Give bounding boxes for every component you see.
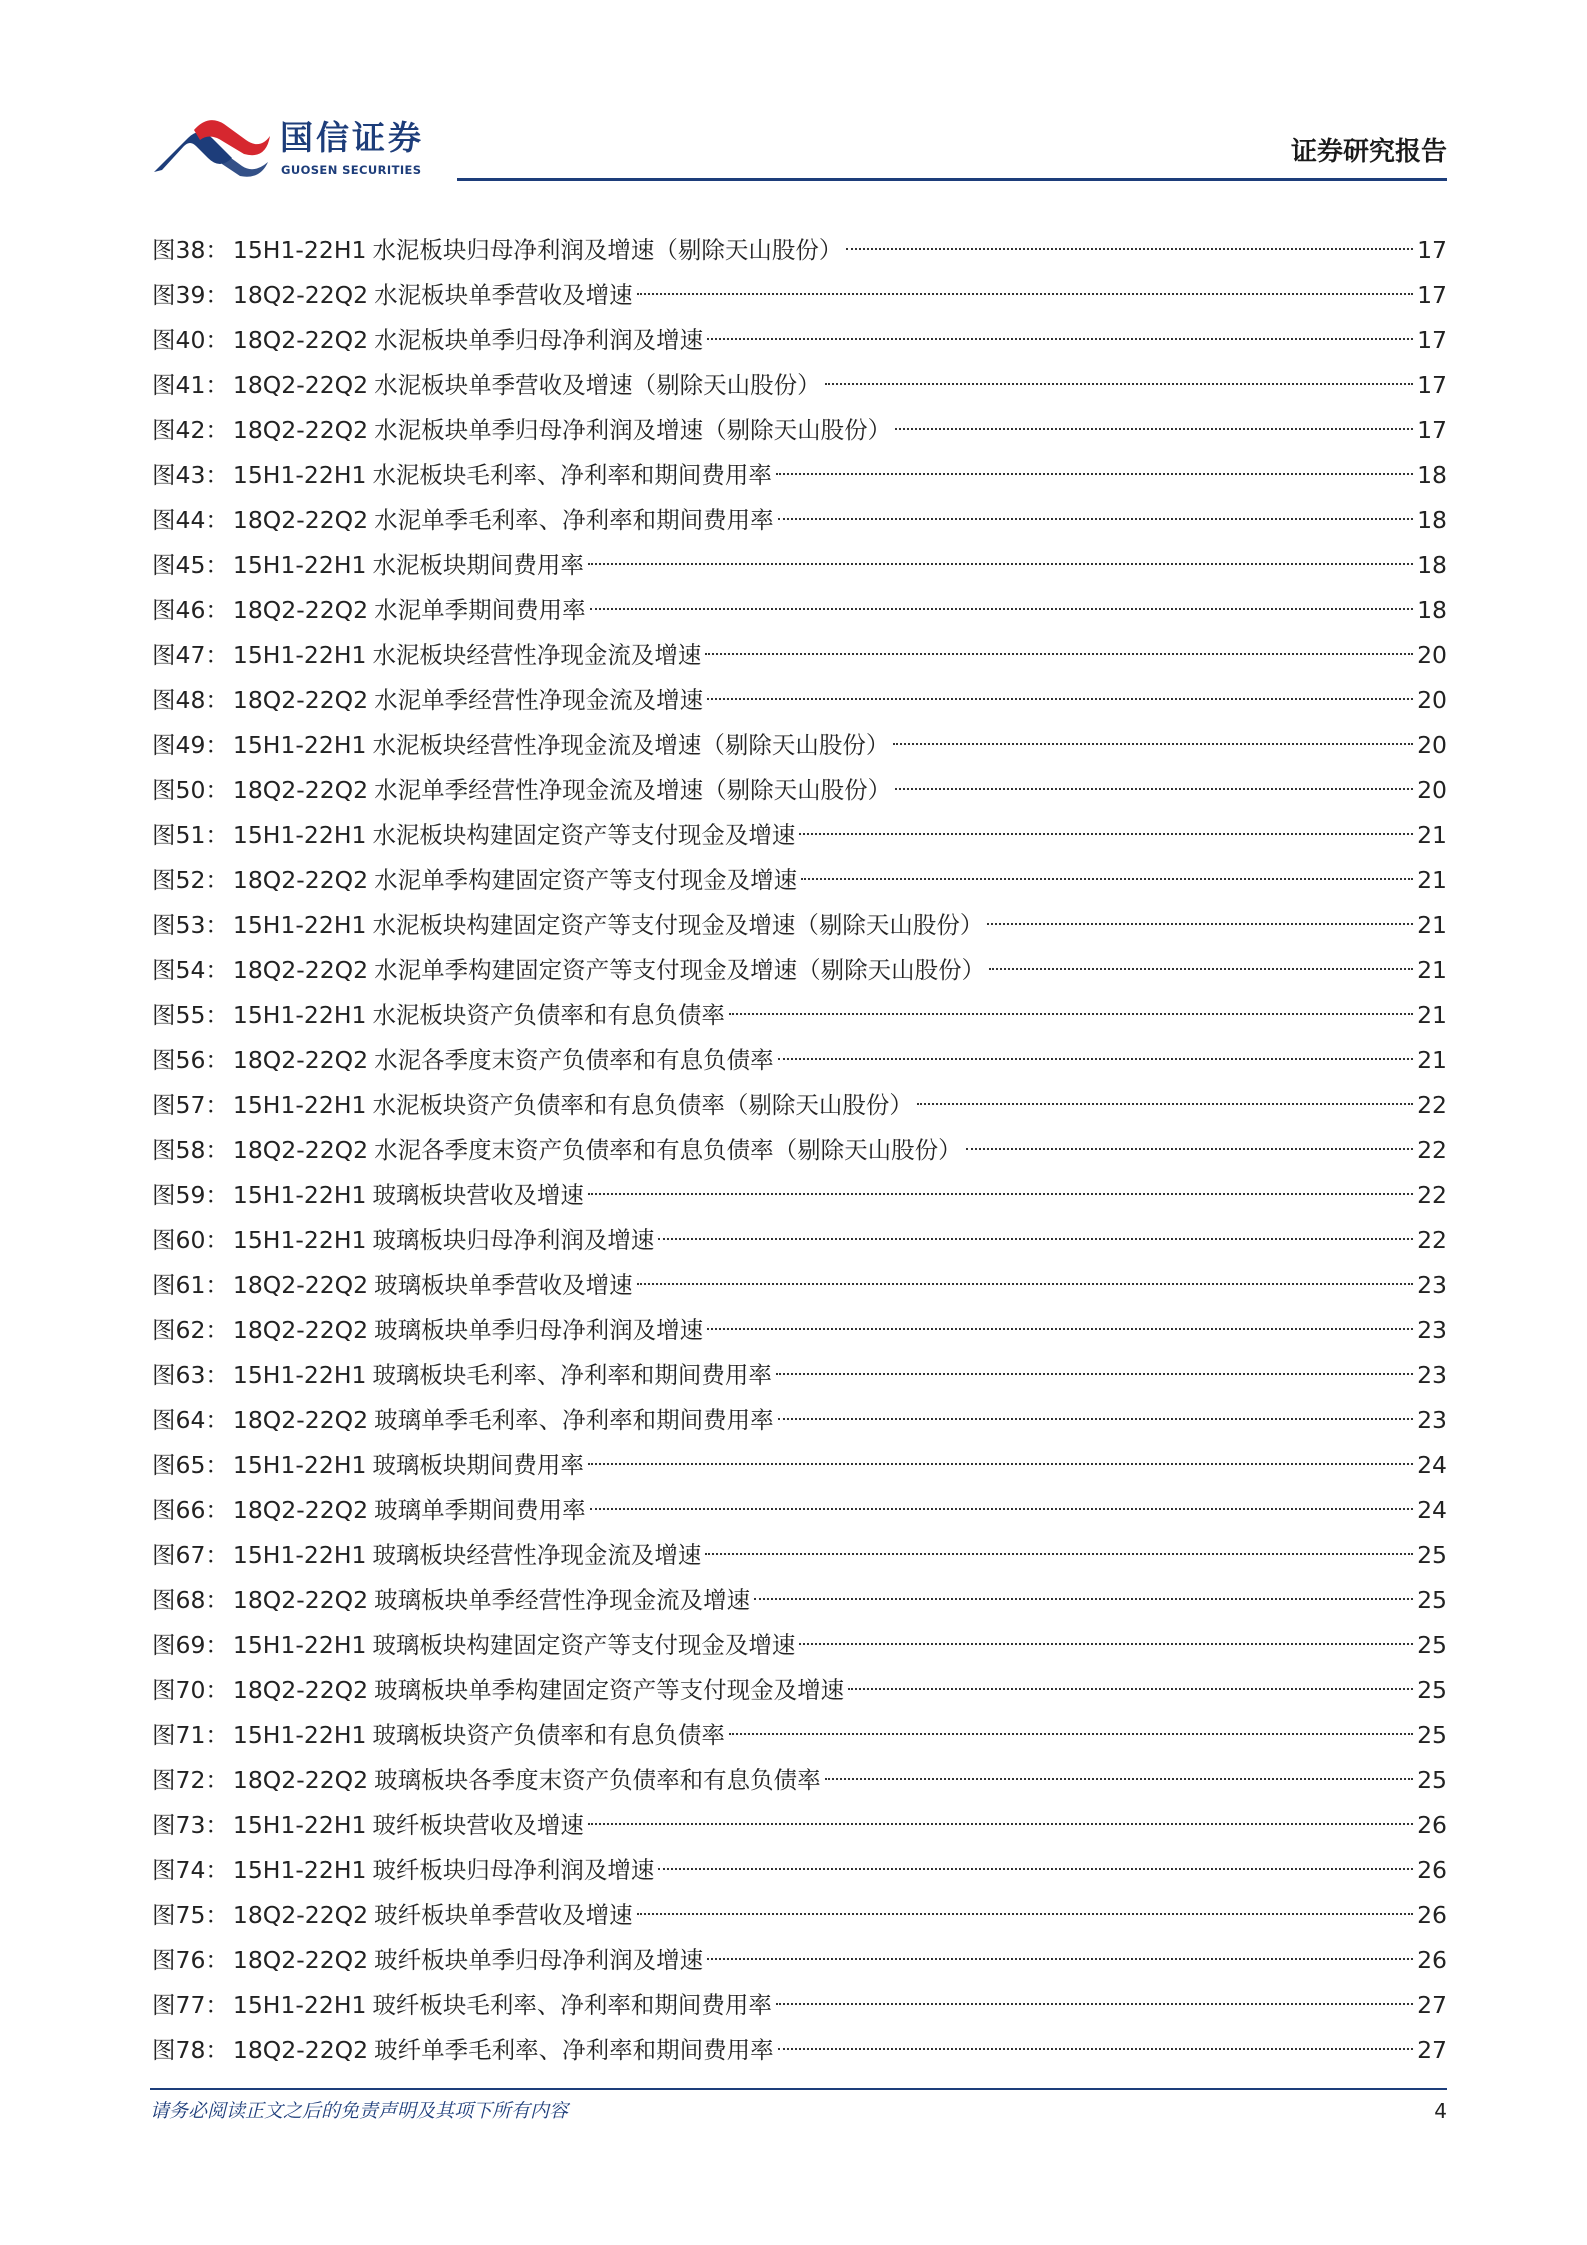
toc-leader-dots (707, 338, 1413, 340)
toc-leader-dots (778, 1418, 1414, 1420)
guosen-logo (150, 108, 440, 183)
toc-entry-label: 图42： (152, 416, 229, 444)
toc-entry-text (152, 498, 774, 543)
toc-entry-title: 玻璃板块资产负债率和有息负债率 (372, 1721, 725, 1749)
toc-leader-dots (987, 923, 1413, 925)
toc-entry-label: 图47： (152, 641, 229, 669)
toc-entry-text (152, 1038, 774, 1083)
toc-entry-period: 15H1-22H1 (232, 641, 367, 669)
toc-entry-label: 图73： (152, 1811, 229, 1839)
toc-entry-period: 15H1-22H1 (232, 821, 367, 849)
toc-entry-page: 22 (1417, 1091, 1447, 1119)
toc-leader-dots (707, 1328, 1413, 1330)
toc-entry-label: 图71： (152, 1721, 229, 1749)
toc-entry-period: 15H1-22H1 (232, 1181, 367, 1209)
toc-entry-page: 17 (1417, 281, 1447, 309)
toc-entry-period: 15H1-22H1 (232, 551, 367, 579)
toc-entry-period: 15H1-22H1 (232, 1091, 367, 1119)
toc-entry-page: 24 (1417, 1451, 1447, 1479)
toc-entry-label: 图58： (152, 1136, 229, 1164)
toc-entry-text (152, 273, 633, 318)
toc-entry-label: 图54： (152, 956, 229, 984)
toc-entry[interactable] (152, 1893, 1447, 1938)
toc-entry-page: 22 (1417, 1136, 1447, 1164)
toc-leader-dots (778, 518, 1414, 520)
toc-entry[interactable] (152, 1758, 1447, 1803)
toc-entry-page: 20 (1417, 686, 1447, 714)
toc-entry-label: 图40： (152, 326, 229, 354)
toc-entry-label: 图63： (152, 1361, 229, 1389)
toc-entry-text (152, 633, 701, 678)
toc-entry-page: 23 (1417, 1271, 1447, 1299)
toc-entry-page: 18 (1417, 506, 1447, 534)
toc-entry-text (152, 1623, 795, 1668)
toc-entry-period: 15H1-22H1 (232, 461, 367, 489)
toc-leader-dots (729, 1013, 1413, 1015)
toc-leader-dots (588, 1463, 1413, 1465)
toc-entry-label: 图69： (152, 1631, 229, 1659)
toc-leader-dots (588, 1193, 1413, 1195)
toc-leader-dots (590, 608, 1414, 610)
toc-entry-page: 17 (1417, 326, 1447, 354)
toc-entry-title: 玻纤板块单季营收及增速 (374, 1901, 633, 1929)
toc-leader-dots (989, 968, 1413, 970)
toc-entry-label: 图45： (152, 551, 229, 579)
toc-entry-text (152, 1803, 584, 1848)
toc-entry-title: 水泥板块单季归母净利润及增速（剔除天山股份） (374, 416, 892, 444)
toc-leader-dots (776, 1373, 1413, 1375)
toc-entry-title: 水泥板块经营性净现金流及增速 (372, 641, 702, 669)
toc-leader-dots (658, 1868, 1413, 1870)
toc-entry[interactable] (152, 1938, 1447, 1983)
toc-entry[interactable] (152, 1308, 1447, 1353)
toc-leader-dots (705, 1553, 1413, 1555)
toc-entry-text (152, 1128, 962, 1173)
toc-entry-label: 图46： (152, 596, 229, 624)
toc-entry[interactable] (152, 948, 1447, 993)
table-of-figures (152, 228, 1447, 2073)
toc-entry-text (152, 588, 586, 633)
toc-entry-label: 图52： (152, 866, 229, 894)
toc-entry-page: 25 (1417, 1586, 1447, 1614)
toc-entry-title: 水泥板块构建固定资产等支付现金及增速 (372, 821, 796, 849)
toc-entry-text (152, 1938, 703, 1983)
toc-leader-dots (895, 788, 1413, 790)
toc-entry-label: 图77： (152, 1991, 229, 2019)
toc-entry-label: 图38： (152, 236, 229, 264)
toc-entry-label: 图56： (152, 1046, 229, 1074)
guosen-logo-icon (150, 110, 272, 182)
toc-entry[interactable] (152, 1218, 1447, 1263)
toc-entry-title: 玻璃板块期间费用率 (372, 1451, 584, 1479)
toc-entry-title: 玻璃单季期间费用率 (374, 1496, 586, 1524)
toc-entry[interactable] (152, 1713, 1447, 1758)
toc-entry-text (152, 1758, 821, 1803)
toc-entry[interactable] (152, 318, 1447, 363)
toc-entry-title: 玻璃板块经营性净现金流及增速 (372, 1541, 702, 1569)
toc-leader-dots (846, 248, 1413, 250)
toc-entry-period: 18Q2-22Q2 (232, 776, 369, 804)
toc-entry[interactable] (152, 1173, 1447, 1218)
toc-entry-text (152, 318, 703, 363)
toc-entry-period: 15H1-22H1 (232, 1811, 367, 1839)
toc-entry[interactable] (152, 1983, 1447, 2028)
toc-entry-period: 18Q2-22Q2 (232, 956, 369, 984)
toc-entry-title: 水泥板块单季营收及增速 (374, 281, 633, 309)
toc-entry-period: 18Q2-22Q2 (232, 1271, 369, 1299)
toc-entry-period: 15H1-22H1 (232, 731, 367, 759)
toc-entry-page: 26 (1417, 1901, 1447, 1929)
toc-entry[interactable] (152, 858, 1447, 903)
toc-entry-page: 21 (1417, 866, 1447, 894)
toc-entry-period: 15H1-22H1 (232, 1001, 367, 1029)
footer-divider (150, 2088, 1447, 2090)
toc-leader-dots (799, 833, 1413, 835)
toc-entry-page: 18 (1417, 551, 1447, 579)
toc-entry[interactable] (152, 1398, 1447, 1443)
toc-leader-dots (776, 2003, 1413, 2005)
toc-entry-period: 18Q2-22Q2 (232, 1316, 369, 1344)
toc-entry[interactable] (152, 723, 1447, 768)
toc-entry-page: 17 (1417, 236, 1447, 264)
toc-leader-dots (588, 563, 1413, 565)
toc-entry-title: 玻璃板块单季归母净利润及增速 (374, 1316, 704, 1344)
toc-entry-title: 水泥板块单季归母净利润及增速 (374, 326, 704, 354)
toc-leader-dots (707, 1958, 1413, 1960)
toc-entry[interactable] (152, 453, 1447, 498)
toc-entry-text (152, 1848, 654, 1893)
logo-english-name: GUOSEN SECURITIES (281, 163, 422, 177)
toc-entry-page: 21 (1417, 1046, 1447, 1074)
report-type-title: 证券研究报告 (1290, 137, 1447, 167)
toc-entry-label: 图65： (152, 1451, 229, 1479)
toc-entry-title: 玻纤单季毛利率、净利率和期间费用率 (374, 2036, 774, 2064)
toc-entry-title: 水泥单季构建固定资产等支付现金及增速 (374, 866, 798, 894)
toc-entry[interactable] (152, 543, 1447, 588)
toc-entry-text (152, 543, 584, 588)
toc-entry-page: 25 (1417, 1676, 1447, 1704)
toc-leader-dots (966, 1148, 1414, 1150)
toc-entry-title: 水泥单季期间费用率 (374, 596, 586, 624)
toc-entry-period: 18Q2-22Q2 (232, 1496, 369, 1524)
toc-leader-dots (637, 1913, 1414, 1915)
toc-entry-period: 18Q2-22Q2 (232, 506, 369, 534)
toc-entry-title: 水泥板块资产负债率和有息负债率 (372, 1001, 725, 1029)
toc-entry-title: 水泥板块单季营收及增速（剔除天山股份） (374, 371, 821, 399)
toc-entry-label: 图72： (152, 1766, 229, 1794)
toc-entry[interactable] (152, 363, 1447, 408)
toc-entry-page: 17 (1417, 416, 1447, 444)
toc-entry-text (152, 768, 891, 813)
toc-entry-title: 玻璃板块构建固定资产等支付现金及增速 (372, 1631, 796, 1659)
toc-entry[interactable] (152, 903, 1447, 948)
toc-entry-page: 25 (1417, 1721, 1447, 1749)
toc-entry-period: 18Q2-22Q2 (232, 596, 369, 624)
toc-entry-page: 17 (1417, 371, 1447, 399)
toc-entry[interactable] (152, 1488, 1447, 1533)
toc-entry[interactable] (152, 1038, 1447, 1083)
toc-entry[interactable] (152, 813, 1447, 858)
toc-entry-period: 15H1-22H1 (232, 911, 367, 939)
toc-entry-period: 18Q2-22Q2 (232, 866, 369, 894)
toc-entry-title: 玻纤板块归母净利润及增速 (372, 1856, 655, 1884)
toc-entry-label: 图74： (152, 1856, 229, 1884)
toc-leader-dots (776, 473, 1413, 475)
toc-entry-title: 玻璃板块单季经营性净现金流及增速 (374, 1586, 751, 1614)
toc-entry-page: 23 (1417, 1361, 1447, 1389)
toc-leader-dots (895, 428, 1413, 430)
toc-entry[interactable] (152, 2028, 1447, 2073)
toc-leader-dots (707, 698, 1413, 700)
toc-entry[interactable] (152, 1848, 1447, 1893)
toc-entry-period: 18Q2-22Q2 (232, 1406, 369, 1434)
toc-entry[interactable] (152, 1263, 1447, 1308)
toc-entry[interactable] (152, 1128, 1447, 1173)
toc-entry-title: 玻璃板块归母净利润及增速 (372, 1226, 655, 1254)
toc-leader-dots (588, 1823, 1413, 1825)
toc-entry[interactable] (152, 1353, 1447, 1398)
toc-entry-page: 23 (1417, 1316, 1447, 1344)
toc-entry-page: 20 (1417, 731, 1447, 759)
toc-entry-text (152, 1533, 701, 1578)
toc-entry-period: 15H1-22H1 (232, 1226, 367, 1254)
toc-leader-dots (799, 1643, 1413, 1645)
toc-entry-text (152, 1713, 725, 1758)
toc-entry-title: 水泥单季经营性净现金流及增速（剔除天山股份） (374, 776, 892, 804)
toc-entry-label: 图43： (152, 461, 229, 489)
toc-entry-text (152, 1443, 584, 1488)
toc-entry-text (152, 363, 821, 408)
toc-entry-text (152, 723, 889, 768)
toc-entry-label: 图76： (152, 1946, 229, 1974)
toc-leader-dots (729, 1733, 1413, 1735)
toc-entry-page: 23 (1417, 1406, 1447, 1434)
toc-leader-dots (778, 1058, 1414, 1060)
toc-entry[interactable] (152, 1803, 1447, 1848)
toc-entry-page: 26 (1417, 1811, 1447, 1839)
toc-entry-page: 27 (1417, 2036, 1447, 2064)
toc-entry-title: 水泥板块构建固定资产等支付现金及增速（剔除天山股份） (372, 911, 984, 939)
toc-entry-period: 15H1-22H1 (232, 1721, 367, 1749)
toc-entry-page: 25 (1417, 1541, 1447, 1569)
toc-entry[interactable] (152, 678, 1447, 723)
toc-entry-page: 22 (1417, 1181, 1447, 1209)
toc-entry-page: 25 (1417, 1766, 1447, 1794)
toc-entry-text (152, 858, 797, 903)
toc-entry-period: 15H1-22H1 (232, 1541, 367, 1569)
toc-entry[interactable] (152, 633, 1447, 678)
toc-entry[interactable] (152, 768, 1447, 813)
toc-entry[interactable] (152, 408, 1447, 453)
toc-entry[interactable] (152, 1443, 1447, 1488)
toc-entry-period: 18Q2-22Q2 (232, 1046, 369, 1074)
toc-entry-title: 水泥单季毛利率、净利率和期间费用率 (374, 506, 774, 534)
toc-entry-period: 18Q2-22Q2 (232, 1676, 369, 1704)
toc-entry-text (152, 1218, 654, 1263)
toc-entry-text (152, 453, 772, 498)
toc-entry[interactable] (152, 1083, 1447, 1128)
toc-leader-dots (778, 2048, 1414, 2050)
toc-entry-page: 18 (1417, 596, 1447, 624)
toc-entry-text (152, 993, 725, 1038)
toc-entry[interactable] (152, 498, 1447, 543)
toc-entry-title: 玻璃板块单季营收及增速 (374, 1271, 633, 1299)
toc-leader-dots (590, 1508, 1414, 1510)
toc-entry-title: 水泥板块资产负债率和有息负债率（剔除天山股份） (372, 1091, 913, 1119)
toc-entry-text (152, 1083, 913, 1128)
toc-entry[interactable] (152, 1578, 1447, 1623)
toc-entry[interactable] (152, 1533, 1447, 1578)
toc-entry-page: 26 (1417, 1946, 1447, 1974)
toc-entry-title: 玻璃板块毛利率、净利率和期间费用率 (372, 1361, 772, 1389)
toc-entry-title: 玻璃板块营收及增速 (372, 1181, 584, 1209)
toc-leader-dots (848, 1688, 1413, 1690)
toc-entry-label: 图39： (152, 281, 229, 309)
toc-entry-period: 18Q2-22Q2 (232, 2036, 369, 2064)
toc-entry-text (152, 903, 983, 948)
toc-leader-dots (801, 878, 1413, 880)
toc-entry-page: 22 (1417, 1226, 1447, 1254)
toc-entry-text (152, 1173, 584, 1218)
toc-entry-period: 15H1-22H1 (232, 1856, 367, 1884)
toc-entry-title: 水泥板块经营性净现金流及增速（剔除天山股份） (372, 731, 890, 759)
toc-entry-text (152, 1668, 844, 1713)
toc-leader-dots (754, 1598, 1413, 1600)
header-divider (457, 178, 1447, 181)
page-header (150, 108, 1447, 183)
toc-entry-title: 水泥单季经营性净现金流及增速 (374, 686, 704, 714)
toc-entry-text (152, 2028, 774, 2073)
toc-entry-period: 18Q2-22Q2 (232, 1901, 369, 1929)
toc-entry-label: 图50： (152, 776, 229, 804)
toc-entry-page: 21 (1417, 821, 1447, 849)
toc-entry-label: 图59： (152, 1181, 229, 1209)
toc-entry[interactable] (152, 1623, 1447, 1668)
toc-entry-page: 20 (1417, 641, 1447, 669)
toc-entry-label: 图55： (152, 1001, 229, 1029)
toc-entry-label: 图66： (152, 1496, 229, 1524)
toc-entry-title: 玻璃板块各季度末资产负债率和有息负债率 (374, 1766, 821, 1794)
toc-entry-label: 图78： (152, 2036, 229, 2064)
toc-entry-text (152, 1398, 774, 1443)
toc-entry-label: 图70： (152, 1676, 229, 1704)
toc-entry-title: 玻纤板块毛利率、净利率和期间费用率 (372, 1991, 772, 2019)
toc-leader-dots (825, 1778, 1414, 1780)
toc-entry-page: 25 (1417, 1631, 1447, 1659)
toc-leader-dots (893, 743, 1413, 745)
toc-entry-label: 图62： (152, 1316, 229, 1344)
toc-entry-label: 图67： (152, 1541, 229, 1569)
toc-entry-page: 20 (1417, 776, 1447, 804)
toc-entry-label: 图61： (152, 1271, 229, 1299)
toc-leader-dots (825, 383, 1414, 385)
toc-entry-page: 24 (1417, 1496, 1447, 1524)
toc-entry-title: 玻璃单季毛利率、净利率和期间费用率 (374, 1406, 774, 1434)
toc-entry-page: 26 (1417, 1856, 1447, 1884)
toc-entry-label: 图51： (152, 821, 229, 849)
toc-entry-page: 21 (1417, 956, 1447, 984)
toc-leader-dots (637, 293, 1414, 295)
toc-entry-title: 水泥单季构建固定资产等支付现金及增速（剔除天山股份） (374, 956, 986, 984)
toc-entry-period: 18Q2-22Q2 (232, 1946, 369, 1974)
toc-entry-period: 18Q2-22Q2 (232, 281, 369, 309)
toc-entry-title: 水泥各季度末资产负债率和有息负债率（剔除天山股份） (374, 1136, 962, 1164)
toc-leader-dots (705, 653, 1413, 655)
toc-leader-dots (658, 1238, 1413, 1240)
toc-entry-text (152, 1488, 586, 1533)
toc-entry-label: 图49： (152, 731, 229, 759)
toc-entry-period: 18Q2-22Q2 (232, 1136, 369, 1164)
toc-entry-title: 水泥板块毛利率、净利率和期间费用率 (372, 461, 772, 489)
toc-entry-title: 玻纤板块营收及增速 (372, 1811, 584, 1839)
toc-entry-period: 18Q2-22Q2 (232, 1586, 369, 1614)
toc-entry-text (152, 1578, 750, 1623)
toc-entry-label: 图75： (152, 1901, 229, 1929)
toc-entry-label: 图60： (152, 1226, 229, 1254)
toc-entry-page: 18 (1417, 461, 1447, 489)
toc-entry-text (152, 1308, 703, 1353)
toc-entry-text (152, 408, 891, 453)
toc-entry-title: 玻璃板块单季构建固定资产等支付现金及增速 (374, 1676, 845, 1704)
toc-entry[interactable] (152, 228, 1447, 273)
toc-entry-label: 图41： (152, 371, 229, 399)
toc-entry-period: 15H1-22H1 (232, 1631, 367, 1659)
toc-entry-period: 18Q2-22Q2 (232, 1766, 369, 1794)
toc-entry-text (152, 1893, 633, 1938)
toc-entry-title: 水泥各季度末资产负债率和有息负债率 (374, 1046, 774, 1074)
toc-entry-period: 15H1-22H1 (232, 1451, 367, 1479)
toc-entry-text (152, 948, 985, 993)
toc-entry-period: 18Q2-22Q2 (232, 686, 369, 714)
page-number: 4 (1434, 2099, 1447, 2123)
toc-leader-dots (637, 1283, 1414, 1285)
toc-entry-title: 水泥板块期间费用率 (372, 551, 584, 579)
toc-entry-text (152, 228, 842, 273)
toc-entry-period: 18Q2-22Q2 (232, 416, 369, 444)
toc-entry-period: 15H1-22H1 (232, 1361, 367, 1389)
toc-entry-title: 水泥板块归母净利润及增速（剔除天山股份） (372, 236, 843, 264)
toc-entry[interactable] (152, 588, 1447, 633)
toc-entry-label: 图57： (152, 1091, 229, 1119)
toc-leader-dots (917, 1103, 1413, 1105)
toc-entry-period: 15H1-22H1 (232, 1991, 367, 2019)
toc-entry-label: 图48： (152, 686, 229, 714)
toc-entry-text (152, 1263, 633, 1308)
toc-entry-text (152, 813, 795, 858)
toc-entry-title: 玻纤板块单季归母净利润及增速 (374, 1946, 704, 1974)
logo-chinese-name: 国信证券 (280, 118, 424, 157)
toc-entry-page: 21 (1417, 1001, 1447, 1029)
toc-entry-label: 图44： (152, 506, 229, 534)
toc-entry[interactable] (152, 273, 1447, 318)
toc-entry-label: 图53： (152, 911, 229, 939)
toc-entry-text (152, 1353, 772, 1398)
toc-entry[interactable] (152, 1668, 1447, 1713)
toc-entry-period: 18Q2-22Q2 (232, 326, 369, 354)
toc-entry[interactable] (152, 993, 1447, 1038)
toc-entry-page: 27 (1417, 1991, 1447, 2019)
toc-entry-text (152, 678, 703, 723)
toc-entry-period: 18Q2-22Q2 (232, 371, 369, 399)
toc-entry-label: 图64： (152, 1406, 229, 1434)
toc-entry-label: 图68： (152, 1586, 229, 1614)
footer-disclaimer: 请务必阅读正文之后的免责声明及其项下所有内容 (150, 2100, 569, 2122)
toc-entry-period: 15H1-22H1 (232, 236, 367, 264)
toc-entry-text (152, 1983, 772, 2028)
toc-entry-page: 21 (1417, 911, 1447, 939)
